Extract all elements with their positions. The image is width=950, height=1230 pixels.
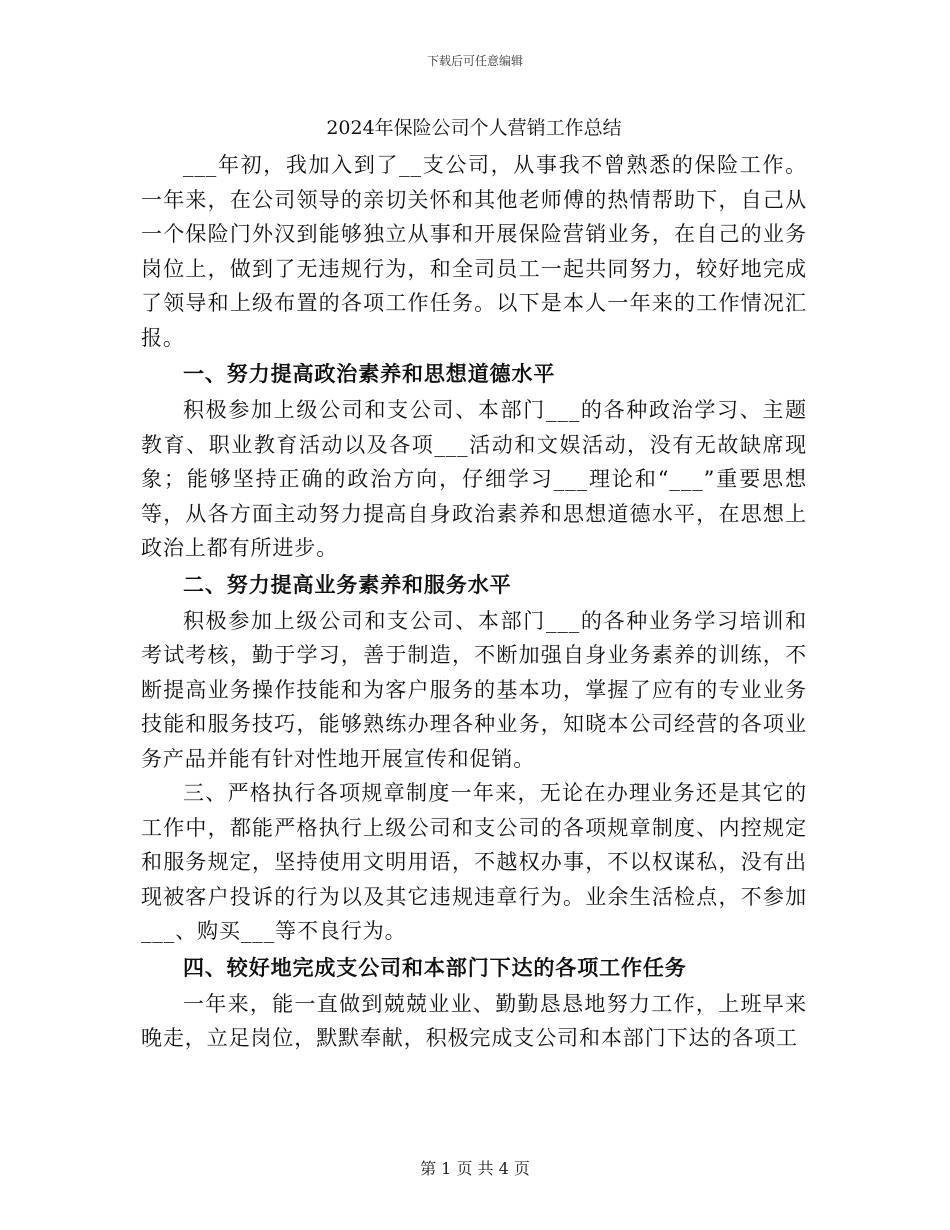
paragraph-rules: 三、严格执行各项规章制度一年来，无论在办理业务还是其它的工作中，都能严格执行上级公司和支公司的各项规章制度、内控规定和服务规定，坚持使用文明用语，不越权办事，不以权谋私，没有出现被客户投诉的行为以及其它违规违章行为。业余生活检点，不参加___、购买___等不良行为。 [141, 781, 807, 943]
page-header: 下载后可任意编辑 [426, 54, 523, 68]
section-heading-1: 一、努力提高政治素养和思想道德水平 [183, 361, 556, 386]
paragraph-intro: ___年初，我加入到了__支公司，从事我不曾熟悉的保险工作。一年来，在公司领导的亲切关怀和其他老师傅的热情帮助下，自己从一个保险门外汉到能够独立从事和开展保险营销业务，在自己的业务岗位上，做到了无违规行为，和全司员工一起共同努力，较好地完成了领导和上级布置的各项工作任务。以下是本人一年来的工作情况汇报。 [141, 153, 807, 350]
paragraph-business: 积极参加上级公司和支公司、本部门___的各种业务学习培训和考试考核，勤于学习，善于制造，不断加强自身业务素养的训练，不断提高业务操作技能和为客户服务的基本功，掌握了应有的专业业务技能和服务技巧，能够熟练办理各种业务，知晓本公司经营的各项业务产品并能有针对性地开展宣传和促销。 [141, 608, 807, 771]
section-heading-4: 四、较好地完成支公司和本部门下达的各项工作任务 [183, 954, 687, 980]
document-title: 2024年保险公司个人营销工作总结 [326, 117, 622, 139]
paragraph-politics: 积极参加上级公司和支公司、本部门___的各种政治学习、主题教育、职业教育活动以及各项___活动和文娱活动，没有无故缺席现象；能够坚持正确的政治方向，仔细学习___理论和“___”重要思想等，从各方面主动努力提高自身政治素养和思想道德水平，在思想上政治上都有所进步。 [141, 398, 807, 560]
section-heading-2: 二、努力提高业务素养和服务水平 [183, 571, 512, 597]
document-body [141, 112, 807, 1056]
page-number: 第 1 页 共 4 页 [420, 1159, 530, 1178]
paragraph-tasks: 一年来，能一直做到兢兢业业、勤勤恳恳地努力工作，上班早来晚走，立足岗位，默默奉献，积极完成支公司和本部门下达的各项工 [141, 991, 807, 1050]
